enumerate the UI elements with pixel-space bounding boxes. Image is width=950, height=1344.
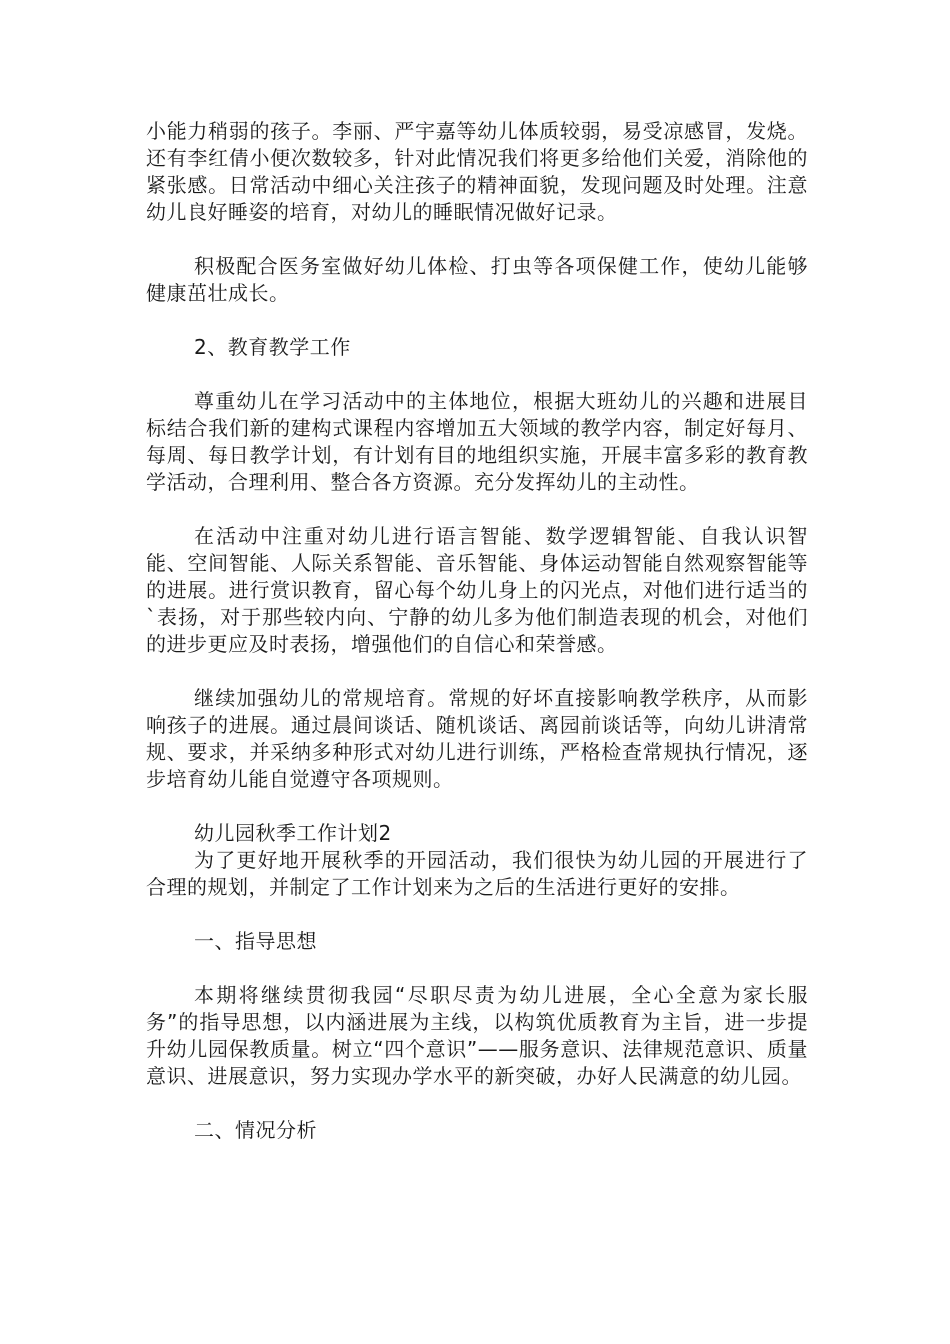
paragraph-guiding-ideology: 本期将继续贯彻我园“尽职尽责为幼儿进展，全心全意为家长服务”的指导思想，以内涵进展为主线，以构筑优质教育为主旨，进一步提升幼儿园保教质量。树立“四个意识”——服务意识、法律规范意识、质量意识、进展意识，努力实现办学水平的新突破，办好人民满意的幼儿园。 [146, 983, 808, 1088]
paragraph-respect-children: 尊重幼儿在学习活动中的主体地位，根据大班幼儿的兴趣和进展目标结合我们新的建构式课程内容增加五大领域的教学内容，制定好每月、每周、每日教学计划，有计划有目的地组织实施，开展丰富多彩的教育教学活动，合理利用、整合各方资源。充分发挥幼儿的主动性。 [146, 389, 808, 494]
heading-autumn-plan-2: 幼儿园秋季工作计划2 [194, 821, 392, 845]
paragraph-plan-intro: 为了更好地开展秋季的开园活动，我们很快为幼儿园的开展进行了合理的规划，并制定了工作计划来为之后的生活进行更好的安排。 [146, 848, 808, 899]
document-body [146, 118, 808, 1144]
paragraph-health-checkup: 积极配合医务室做好幼儿体检、打虫等各项保健工作，使幼儿能够健康茁壮成长。 [146, 254, 808, 305]
paragraph-routine-training: 继续加强幼儿的常规培育。常规的好坏直接影响教学秩序，从而影响孩子的进展。通过晨间谈话、随机谈话、离园前谈话等，向幼儿讲清常规、要求，并采纳多种形式对幼儿进行训练，严格检查常规执行情况，逐步培育幼儿能自觉遵守各项规则。 [146, 686, 808, 791]
heading-education-teaching: 2、教育教学工作 [194, 335, 351, 359]
heading-guiding-ideology: 一、指导思想 [194, 929, 317, 953]
paragraph-health-care-intro: 小能力稍弱的孩子。李丽、严宇嘉等幼儿体质较弱，易受凉感冒，发烧。还有李红倩小便次数较多，针对此情况我们将更多给他们关爱，消除他的紧张感。日常活动中细心关注孩子的精神面貌，发现问题及时处理。注意幼儿良好睡姿的培育，对幼儿的睡眠情况做好记录。 [146, 119, 808, 224]
paragraph-multiple-intelligences: 在活动中注重对幼儿进行语言智能、数学逻辑智能、自我认识智能、空间智能、人际关系智能、音乐智能、身体运动智能自然观察智能等的进展。进行赏识教育，留心每个幼儿身上的闪光点，对他们进行适当的`表扬，对于那些较内向、宁静的幼儿多为他们制造表现的机会，对他们的进步更应及时表扬，增强他们的自信心和荣誉感。 [146, 524, 808, 656]
heading-situation-analysis: 二、情况分析 [194, 1118, 317, 1142]
